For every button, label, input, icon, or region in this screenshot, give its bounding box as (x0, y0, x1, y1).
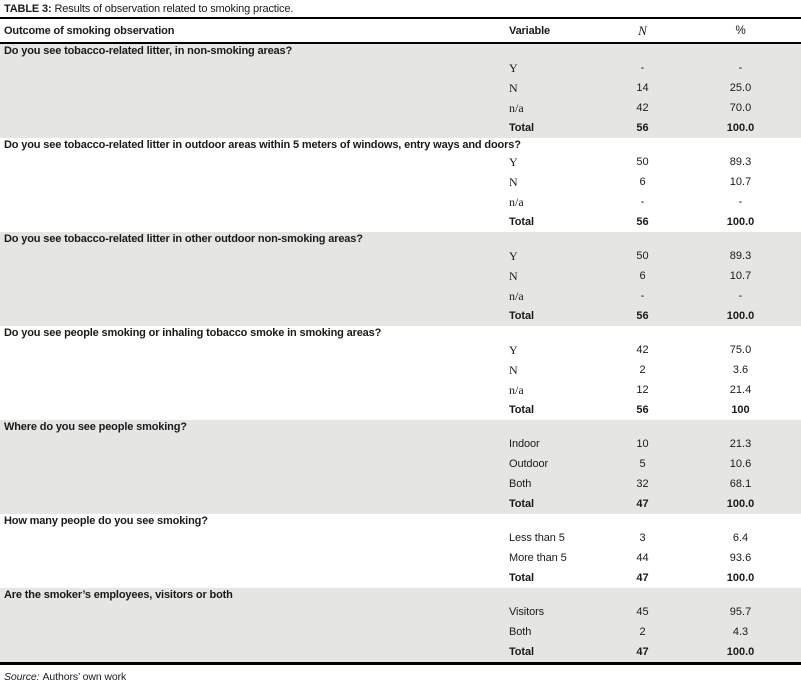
percent-cell: - (738, 62, 743, 74)
variable-cell: Total (509, 498, 534, 510)
percent-cell: 100.0 (726, 122, 755, 134)
question-row: Do you see people smoking or inhaling tobacco smoke in smoking areas? (4, 327, 382, 339)
table-row (0, 434, 801, 454)
n-cell: - (640, 196, 645, 208)
outcome-cell (0, 454, 506, 474)
table-row (0, 454, 801, 474)
source-label: Source: (4, 671, 40, 683)
variable-cell: n/a (509, 101, 524, 115)
outcome-cell (0, 246, 506, 266)
table-row (0, 266, 801, 286)
percent-cell: 100.0 (726, 498, 755, 510)
table-row (0, 246, 801, 266)
outcome-cell (0, 474, 506, 494)
n-cell: 6 (639, 176, 646, 188)
table-header-row (0, 19, 801, 42)
table-row (0, 118, 801, 138)
percent-cell: 89.3 (729, 156, 752, 168)
table-row (0, 98, 801, 118)
percent-cell: 10.7 (729, 176, 752, 188)
table-row (0, 152, 801, 172)
percent-cell: 10.6 (729, 458, 752, 470)
question-row: Do you see tobacco-related litter in outdoor areas within 5 meters of windows, entry ways and doors? (4, 139, 521, 151)
table-row (0, 400, 801, 420)
table-row (0, 306, 801, 326)
variable-cell: Total (509, 404, 534, 416)
n-cell: 32 (636, 478, 649, 490)
variable-cell: N (509, 175, 518, 189)
header-percent: % (735, 24, 746, 37)
table-row (0, 192, 801, 212)
n-cell: 42 (636, 344, 649, 356)
outcome-cell (0, 192, 506, 212)
percent-cell: 100.0 (726, 216, 755, 228)
source-note (0, 665, 801, 683)
n-cell: 2 (639, 626, 646, 638)
header-outcome: Outcome of smoking observation (4, 24, 175, 37)
n-cell: - (640, 62, 645, 74)
n-cell: 50 (636, 156, 649, 168)
outcome-cell (0, 212, 506, 232)
n-cell: 14 (636, 82, 649, 94)
variable-cell: Total (509, 216, 534, 228)
variable-cell: Both (509, 626, 532, 638)
variable-cell: Total (509, 572, 534, 584)
outcome-cell (0, 528, 506, 548)
variable-cell: Total (509, 646, 534, 658)
table-section (0, 420, 801, 514)
n-cell: 50 (636, 250, 649, 262)
n-cell: 56 (636, 216, 649, 228)
outcome-cell (0, 548, 506, 568)
table-row (0, 568, 801, 588)
table-row (0, 286, 801, 306)
variable-cell: n/a (509, 195, 524, 209)
variable-cell: Y (509, 61, 518, 75)
variable-cell: Y (509, 249, 518, 263)
n-cell: 3 (639, 532, 646, 544)
outcome-cell (0, 434, 506, 454)
percent-cell: 100.0 (726, 646, 755, 658)
outcome-cell (0, 98, 506, 118)
percent-cell: 6.4 (732, 532, 749, 544)
n-cell: 47 (636, 498, 649, 510)
percent-cell: 21.4 (729, 384, 752, 396)
variable-cell: Visitors (509, 606, 545, 618)
percent-cell: 10.7 (729, 270, 752, 282)
variable-cell: n/a (509, 383, 524, 397)
n-cell: 42 (636, 102, 649, 114)
outcome-cell (0, 380, 506, 400)
table-caption: Results of observation related to smoking practice. (54, 3, 294, 15)
outcome-cell (0, 172, 506, 192)
percent-cell: - (738, 290, 743, 302)
percent-cell: 4.3 (732, 626, 749, 638)
outcome-cell (0, 266, 506, 286)
variable-cell: Less than 5 (509, 532, 565, 544)
n-cell: 6 (639, 270, 646, 282)
percent-cell: 21.3 (729, 438, 752, 450)
header-n: N (638, 22, 647, 38)
n-cell: 47 (636, 646, 649, 658)
variable-cell: Total (509, 310, 534, 322)
table-row (0, 528, 801, 548)
table-row (0, 622, 801, 642)
percent-cell: 95.7 (729, 606, 752, 618)
table-row (0, 172, 801, 192)
table-body (0, 44, 801, 662)
percent-cell: 3.6 (732, 364, 749, 376)
n-cell: 56 (636, 122, 649, 134)
question-row: How many people do you see smoking? (4, 515, 208, 527)
table-section (0, 138, 801, 232)
percent-cell: 100.0 (726, 572, 755, 584)
table-row (0, 360, 801, 380)
n-cell: 56 (636, 404, 649, 416)
outcome-cell (0, 602, 506, 622)
table-row (0, 548, 801, 568)
table-row (0, 494, 801, 514)
percent-cell: 70.0 (729, 102, 752, 114)
outcome-cell (0, 306, 506, 326)
outcome-cell (0, 400, 506, 420)
table-row (0, 78, 801, 98)
variable-cell: N (509, 81, 518, 95)
variable-cell: Y (509, 343, 518, 357)
table-title (0, 0, 801, 17)
n-cell: - (640, 290, 645, 302)
table-section (0, 326, 801, 420)
n-cell: 45 (636, 606, 649, 618)
table-section (0, 232, 801, 326)
variable-cell: Both (509, 478, 532, 490)
question-row: Do you see tobacco-related litter in other outdoor non-smoking areas? (4, 233, 363, 245)
outcome-cell (0, 568, 506, 588)
table-row (0, 602, 801, 622)
outcome-cell (0, 622, 506, 642)
n-cell: 44 (636, 552, 649, 564)
table-row (0, 380, 801, 400)
variable-cell: n/a (509, 289, 524, 303)
n-cell: 12 (636, 384, 649, 396)
variable-cell: Total (509, 122, 534, 134)
variable-cell: Indoor (509, 438, 540, 450)
n-cell: 2 (639, 364, 646, 376)
table-section (0, 44, 801, 138)
variable-cell: N (509, 363, 518, 377)
outcome-cell (0, 642, 506, 662)
outcome-cell (0, 78, 506, 98)
question-row: Where do you see people smoking? (4, 421, 187, 433)
table-row (0, 340, 801, 360)
n-cell: 56 (636, 310, 649, 322)
percent-cell: 68.1 (729, 478, 752, 490)
outcome-cell (0, 118, 506, 138)
percent-cell: 100 (731, 404, 750, 416)
variable-cell: N (509, 269, 518, 283)
table-row (0, 58, 801, 78)
source-text: Authors’ own work (42, 671, 127, 683)
header-variable: Variable (509, 24, 550, 37)
n-cell: 10 (636, 438, 649, 450)
n-cell: 47 (636, 572, 649, 584)
percent-cell: - (738, 196, 743, 208)
outcome-cell (0, 360, 506, 380)
percent-cell: 93.6 (729, 552, 752, 564)
table-row (0, 212, 801, 232)
table-number-label: TABLE 3: (4, 3, 52, 15)
table-row (0, 642, 801, 662)
table-row (0, 474, 801, 494)
outcome-cell (0, 286, 506, 306)
variable-cell: Outdoor (509, 458, 549, 470)
outcome-cell (0, 340, 506, 360)
question-row: Are the smoker’s employees, visitors or both (4, 589, 233, 601)
outcome-cell (0, 152, 506, 172)
percent-cell: 25.0 (729, 82, 752, 94)
percent-cell: 75.0 (729, 344, 752, 356)
table-section (0, 588, 801, 662)
variable-cell: Y (509, 155, 518, 169)
question-row: Do you see tobacco-related litter, in non-smoking areas? (4, 45, 293, 57)
percent-cell: 89.3 (729, 250, 752, 262)
percent-cell: 100.0 (726, 310, 755, 322)
n-cell: 5 (639, 458, 646, 470)
variable-cell: More than 5 (509, 552, 567, 564)
outcome-cell (0, 58, 506, 78)
table-section (0, 514, 801, 588)
outcome-cell (0, 494, 506, 514)
